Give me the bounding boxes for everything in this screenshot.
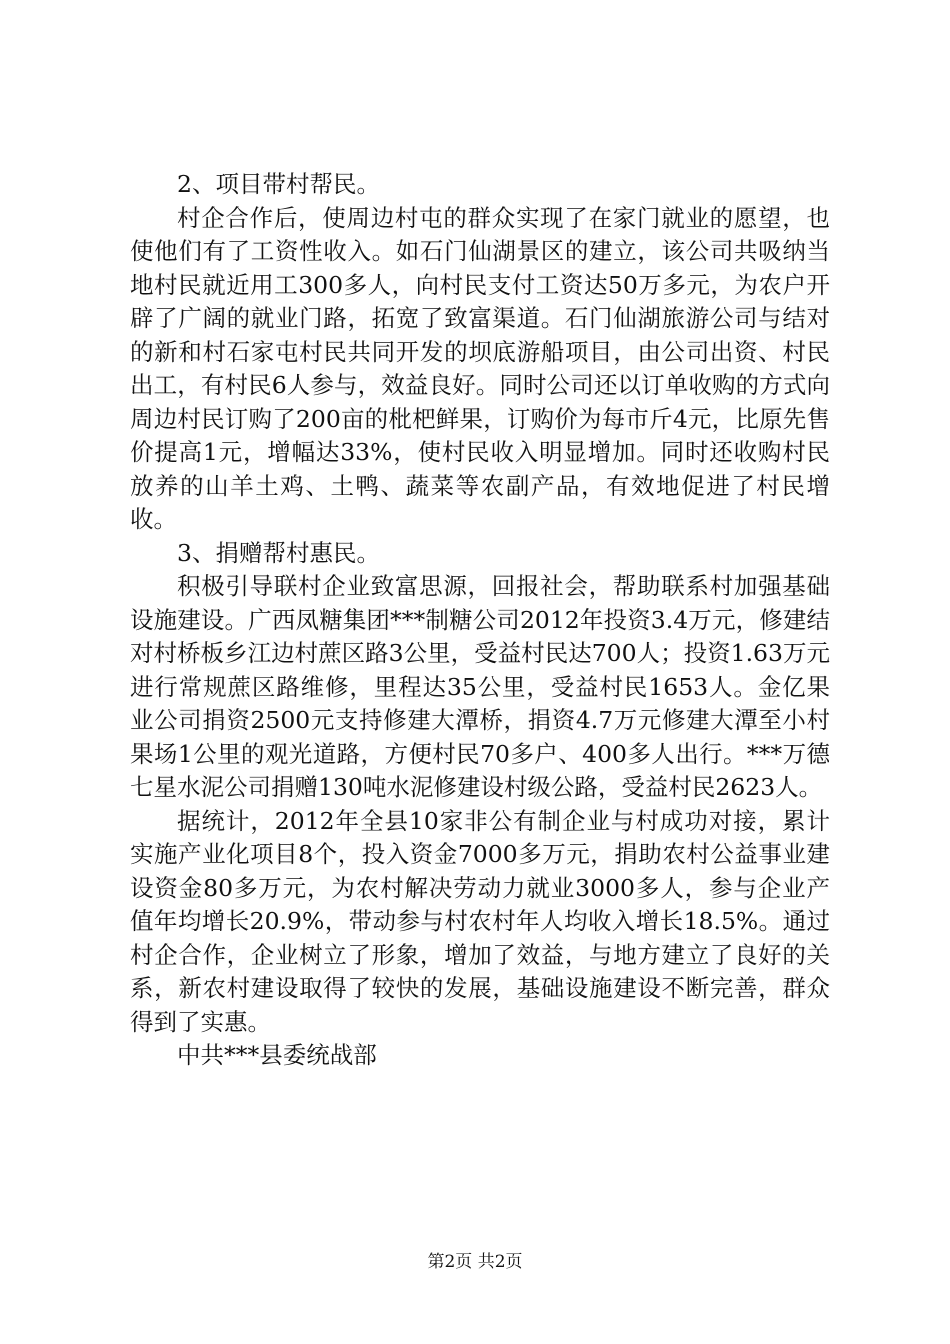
paragraph-donation: 积极引导联村企业致富思源，回报社会，帮助联系村加强基础设施建设。广西凤糖集团***制糖公司2012年投资3.4万元，修建结对村桥板乡江边村蔗区路3公里，受益村民达700人；投资1.63万元进行常规蔗区路维修，里程达35公里，受益村民1653人。金亿果业公司捐资2500元支持修建大潭桥，捐资4.7万元修建大潭至小村果场1公里的观光道路，方便村民70多户、400多人出行。***万德七星水泥公司捐赠130吨水泥修建设村级公路，受益村民2623人。 — [130, 572, 830, 801]
heading-project: 2、项目带村帮民。 — [177, 170, 380, 198]
signature-line: 中共***县委统战部 — [177, 1041, 377, 1069]
heading-donation: 3、捐赠帮村惠民。 — [177, 538, 380, 567]
page-number: 第2页 共2页 — [427, 1252, 523, 1272]
paragraph-statistics: 据统计，2012年全县10家非公有制企业与村成功对接，累计实施产业化项目8个，投入资金7000多万元，捐助农村公益事业建设资金80多万元，为农村解决劳动力就业3000多人，参与企业产值年均增长20.9%，带动参与村农村年人均收入增长18.5%。通过村企合作，企业树立了形象，增加了效益，与地方建立了良好的关系，新农村建设取得了较快的发展，基础设施建设不断完善，群众得到了实惠。 — [130, 806, 830, 1036]
document-body — [130, 168, 830, 1073]
paragraph-project: 村企合作后，使周边村屯的群众实现了在家门就业的愿望，也使他们有了工资性收入。如石门仙湖景区的建立，该公司共吸纳当地村民就近用工300多人，向村民支付工资达50万多元，为农户开辟了广阔的就业门路，拓宽了致富渠道。石门仙湖旅游公司与结对的新和村石家屯村民共同开发的坝底游船项目，由公司出资、村民出工，有村民6人参与，效益良好。同时公司还以订单收购的方式向周边村民订购了200亩的枇杷鲜果，订购价为每市斤4元，比原先售价提高1元，增幅达33%，使村民收入明显增加。同时还收购村民放养的山羊土鸡、土鸭、蔬菜等农副产品，有效地促进了村民增收。 — [130, 203, 830, 533]
